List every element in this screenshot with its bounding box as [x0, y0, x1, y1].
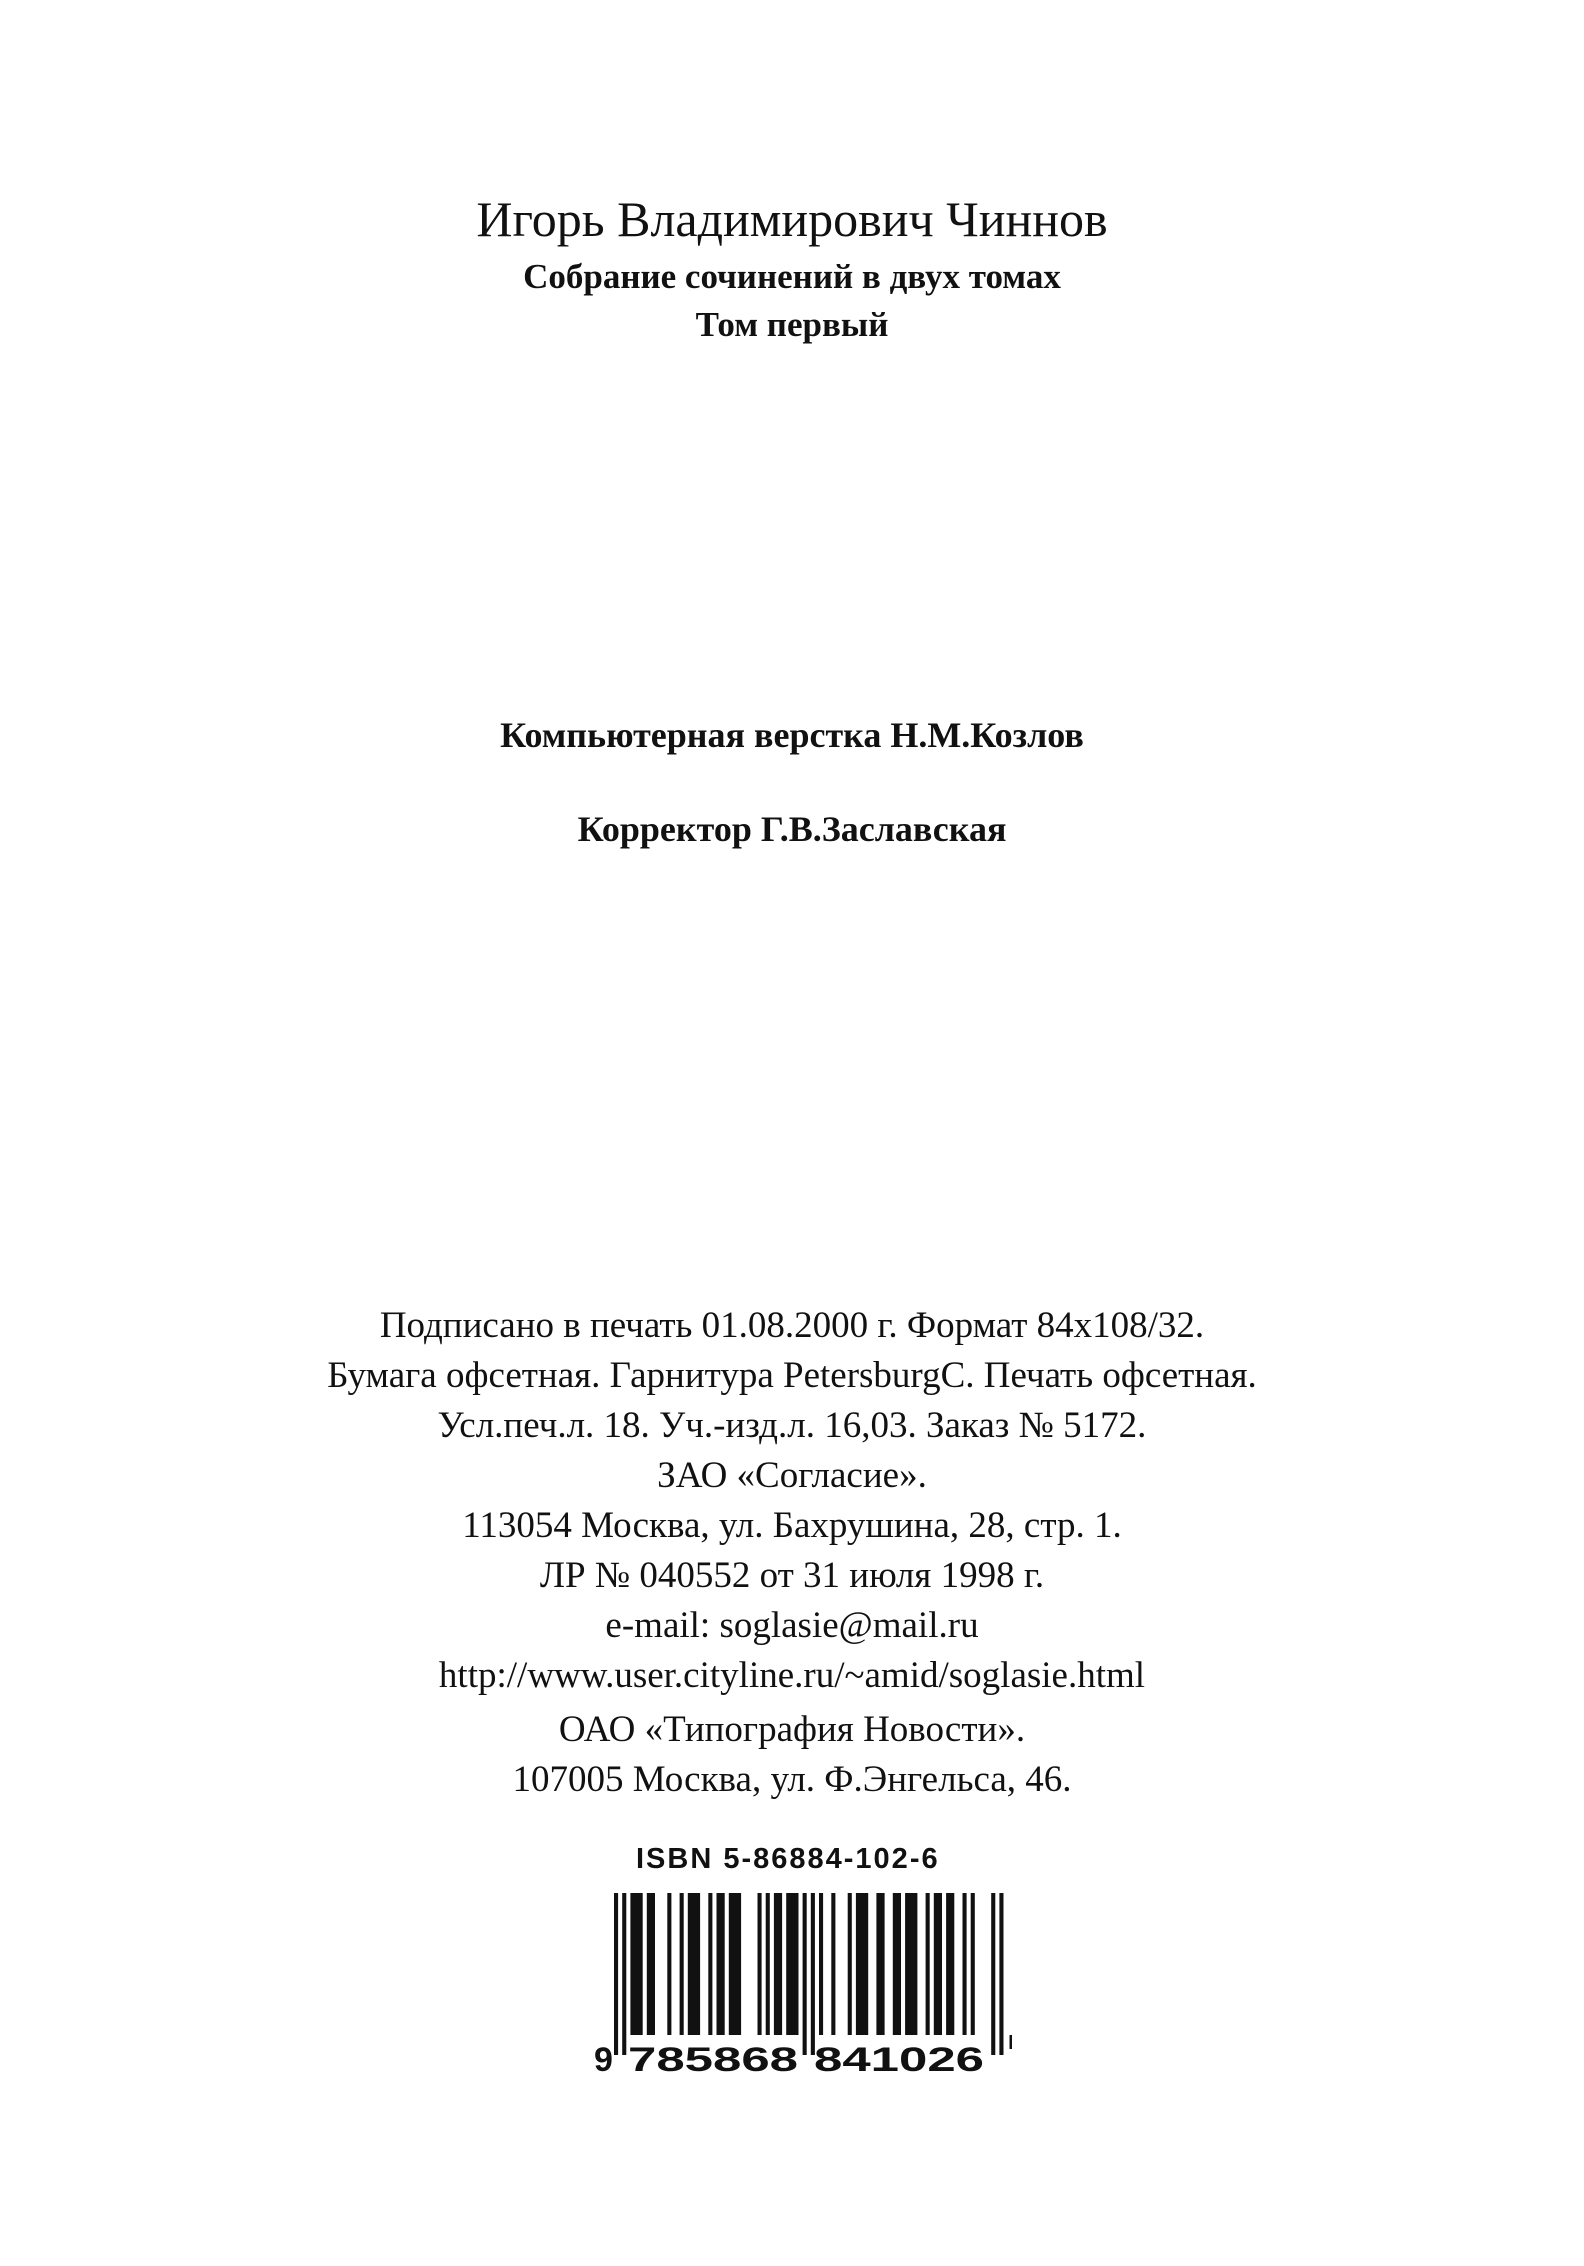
barcode-first-digit: 9 [594, 2041, 613, 2079]
printer-line: 107005 Москва, ул. Ф.Энгельса, 46. [512, 1759, 1072, 1800]
barcode-guard-bar [614, 1893, 618, 2055]
printer-line: ОАО «Типография Новости». [558, 1709, 1026, 1750]
barcode-left-digits: 785868 [628, 2041, 798, 2079]
barcode-bar [667, 1893, 671, 2035]
barcode-quiet-zone-mark [1010, 2035, 1013, 2049]
barcode-bar [758, 1893, 762, 2035]
proofreader-credit: Корректор Г.В.Заславская [577, 809, 1007, 849]
barcode-bar [786, 1893, 798, 2035]
barcode-bar [831, 1893, 835, 2035]
layout-credit: Компьютерная верстка Н.М.Козлов [500, 715, 1084, 755]
barcode-bar [848, 1893, 852, 2035]
imprint-line: Бумага офсетная. Гарнитура PetersburgC. Печать офсетная. [327, 1355, 1257, 1396]
author-name: Игорь Владимирович Чиннов [476, 191, 1108, 247]
barcode-bar [934, 1893, 942, 2035]
barcode-bar [688, 1893, 700, 2035]
collection-title: Собрание сочинений в двух томах [523, 257, 1061, 296]
imprint-line: 113054 Москва, ул. Бахрушина, 28, стр. 1. [462, 1505, 1122, 1546]
barcode-bar [971, 1893, 975, 2035]
barcode-bar [963, 1893, 967, 2035]
barcode-bar [708, 1893, 712, 2035]
barcode-guard-bar [999, 1893, 1003, 2055]
imprint-block [0, 1301, 1584, 1701]
barcode-bar [729, 1893, 741, 2035]
barcode-bar [630, 1893, 642, 2035]
barcode-bar [766, 1893, 770, 2035]
barcode-bar [856, 1893, 868, 2035]
imprint-email: e-mail: soglasie@mail.ru [605, 1605, 979, 1646]
barcode-bar [680, 1893, 684, 2035]
imprint-line: ЛР № 040552 от 31 июля 1998 г. [539, 1555, 1045, 1596]
barcode-guard-bar [991, 1893, 995, 2055]
imprint-line: ЗАО «Согласие». [657, 1455, 927, 1496]
printer-block [0, 1705, 1584, 1805]
barcode-guard-bar [803, 1893, 807, 2055]
imprint-url: http://www.user.cityline.ru/~amid/soglasie.html [438, 1655, 1146, 1696]
barcode-bar [926, 1893, 930, 2035]
barcode [592, 1885, 1012, 2083]
barcode-bar [717, 1893, 725, 2035]
imprint-line: Усл.печ.л. 18. Уч.-изд.л. 16,03. Заказ № 5172. [437, 1405, 1147, 1446]
imprint-line: Подписано в печать 01.08.2000 г. Формат 84x108/32. [379, 1305, 1205, 1346]
barcode-bar [774, 1893, 782, 2035]
barcode-bar [819, 1893, 823, 2035]
barcode-right-digits: 841026 [814, 2041, 984, 2079]
barcode-bar [905, 1893, 917, 2035]
barcode-bar [946, 1893, 954, 2035]
barcode-guard-bar [622, 1893, 626, 2055]
barcode-bar [876, 1893, 884, 2035]
isbn-block [592, 1843, 1012, 2083]
barcode-guard-bar [811, 1893, 815, 2055]
isbn-label: ISBN 5-86884-102-6 [636, 1843, 940, 1875]
volume-label: Том первый [695, 305, 889, 344]
barcode-bar [893, 1893, 901, 2035]
barcode-bar [647, 1893, 655, 2035]
